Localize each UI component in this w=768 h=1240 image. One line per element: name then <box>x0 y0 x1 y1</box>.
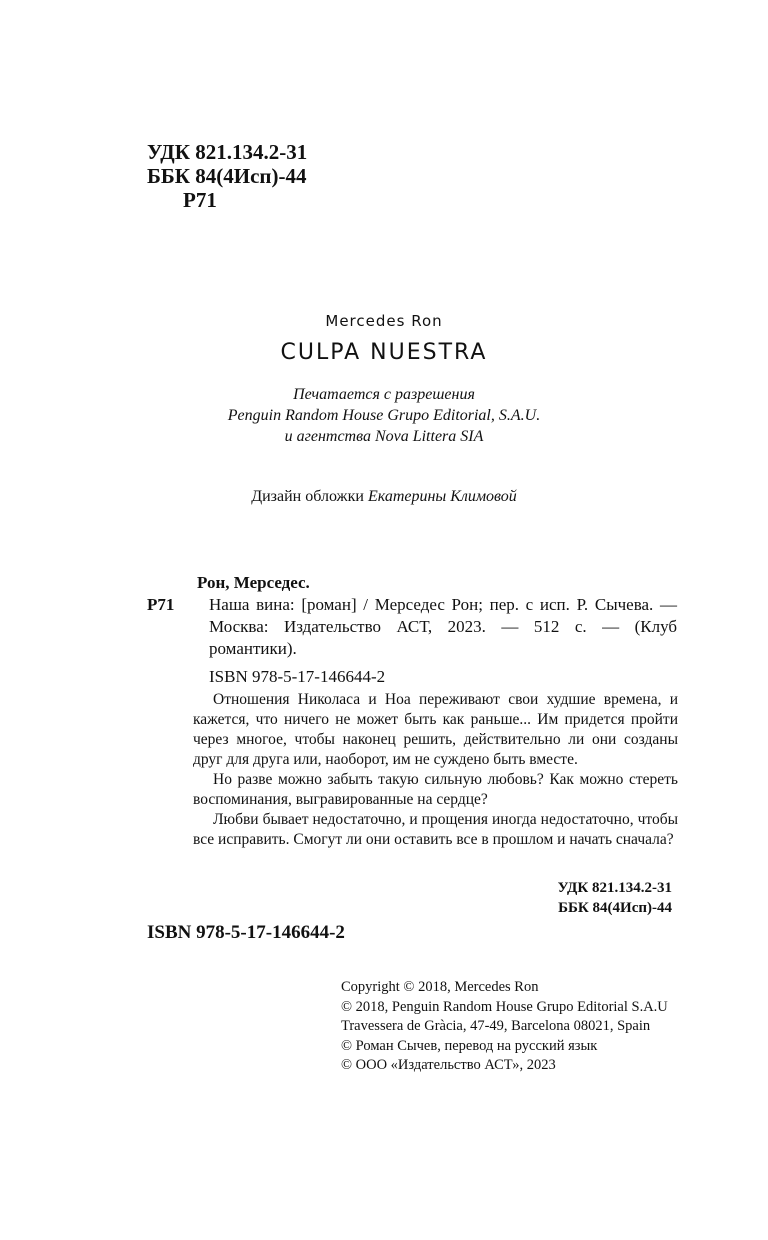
annotation <box>193 690 678 850</box>
permission-notice <box>0 384 768 447</box>
copyright-line: Copyright © 2018, Mercedes Ron <box>341 979 539 995</box>
udk-code: УДК 821.134.2-31 <box>147 140 308 164</box>
bbk-code-right: ББК 84(4Исп)-44 <box>558 900 672 916</box>
bbk-code: ББК 84(4Исп)-44 <box>147 164 307 188</box>
permission-line-3: и агентства Nova Littera SIA <box>284 428 484 445</box>
permission-line-1: Печатается с разрешения <box>293 386 475 403</box>
annotation-paragraph: Любви бывает недостаточно, и прощения иногда недостаточно, чтобы все исправить. Смогут ли они оставить все в прошлом и начать сначала? <box>193 811 678 848</box>
copyright-line: © Роман Сычев, перевод на русский язык <box>341 1037 598 1054</box>
author-mark: Р71 <box>183 188 217 212</box>
udk-code-right: УДК 821.134.2-31 <box>557 880 672 896</box>
classification-codes <box>147 140 307 212</box>
cover-design-credit <box>0 488 768 506</box>
annotation-paragraph: Отношения Николаса и Ноа переживают свои худшие времена, и кажется, что ничего не может быть как раньше... Им придется пройти через многое, чтобы наконец решить, действительно ли они созданы друг для друга или, наоборот, им не суждено быть вместе. <box>193 691 678 768</box>
isbn-main: ISBN 978-5-17-146644-2 <box>147 922 345 943</box>
record-code: Р71 <box>147 595 175 614</box>
record-heading: Рон, Мерседес. <box>197 573 310 592</box>
record-isbn: ISBN 978-5-17-146644-2 <box>209 667 386 686</box>
design-label: Дизайн обложки <box>251 488 364 505</box>
permission-line-2: Penguin Random House Grupo Editorial, S.A.U. <box>227 407 541 424</box>
bibliographic-record <box>147 572 677 688</box>
copyright-line: © ООО «Издательство АСТ», 2023 <box>341 1057 556 1073</box>
designer-name: Екатерины Климовой <box>367 488 517 505</box>
annotation-paragraph: Но разве можно забыть такую сильную любовь? Как можно стереть воспоминания, выгравированные на сердце? <box>193 771 678 808</box>
book-author: Mercedes Ron <box>325 312 443 330</box>
book-title: CULPA NUESTRA <box>280 340 488 365</box>
copyright-block <box>341 978 668 1076</box>
record-description: Наша вина: [роман] / Мерседес Рон; пер. с исп. Р. Сычева. — Москва: Издательство АСТ, 2023. — 512 с. — (Клуб романтики). <box>209 595 677 658</box>
classification-right <box>420 878 672 918</box>
copyright-line: Travessera de Gràcia, 47-49, Barcelona 08021, Spain <box>341 1018 651 1034</box>
copyright-line: © 2018, Penguin Random House Grupo Editorial S.A.U <box>341 998 668 1015</box>
